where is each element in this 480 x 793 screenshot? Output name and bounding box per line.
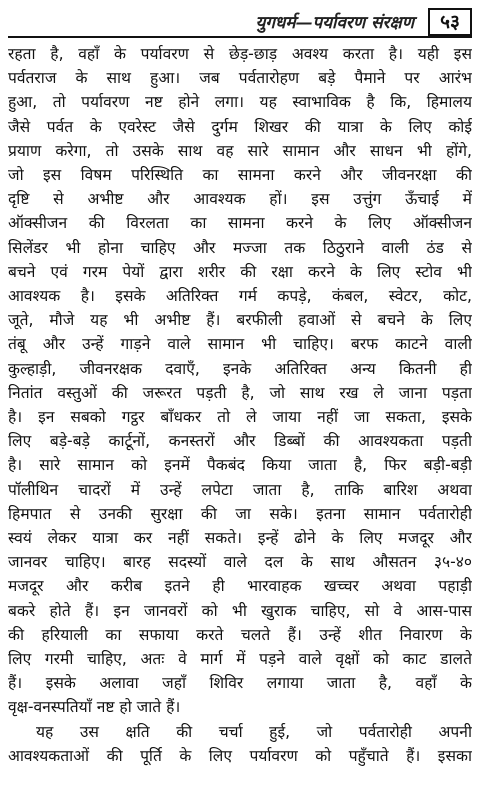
text-line: है। इन सबको गट्ठर बाँधकर तो ले जाया नहीं जा सकता, इसके: [8, 408, 472, 427]
text-line: जूते, मौजे यह भी अभीष्ट हैं। बरफीली हवाओं से बचने के लिए: [8, 311, 472, 330]
text-line: लिए बड़े-बड़े कार्टूनों, कनस्तरों और डिब्बों की आवश्यकता पड़ती: [8, 432, 472, 451]
text-line: स्वयं लेकर यात्रा कर नहीं सकते। इन्हें ढोने के लिए मजदूर और: [8, 529, 472, 548]
text-line: की हरियाली का सफाया करते चलते हैं। उन्हें शीत निवारण के: [8, 625, 472, 644]
text-line: जानवर चाहिए। बारह सदस्यों वाले दल के साथ औसतन ३५-४०: [8, 553, 472, 572]
text-line: जैसे पर्वत के एवरेस्ट जैसे दुर्गम शिखर की यात्रा के लिए कोई: [8, 117, 472, 136]
text-line: हुआ, तो पर्यावरण नष्ट होने लगा। यह स्वाभाविक है कि, हिमालय: [8, 93, 472, 112]
text-line: नितांत वस्तुओं की जरूरत पड़ती है, जो साथ रख ले जाना पड़ता: [8, 383, 472, 402]
text-line: प्रयाण करेगा, तो उसके साथ वह सारे सामान और साधन भी होंगे,: [8, 141, 472, 160]
text-line: बकरे होते हैं। इन जानवरों को भी खुराक चाहिए, सो वे आस-पास: [8, 601, 472, 620]
running-title: युगधर्म—पर्यावरण संरक्षण: [255, 13, 414, 33]
text-line: मजदूर और करीब इतने ही भारवाहक खच्चर अथवा पहाड़ी: [8, 577, 472, 596]
text-line: रहता है, वहाँ के पर्यावरण से छेड़-छाड़ अवश्य करता है। यही इस: [8, 45, 472, 63]
text-line: यह उस क्षति की चर्चा हुई, जो पर्वतारोही अपनी: [36, 722, 472, 741]
page-number: ५३: [428, 8, 472, 36]
header-rule: [8, 36, 472, 38]
text-line: दृष्टि से अभीष्ट और आवश्यक हों। इस उत्तुंग ऊँचाई में: [8, 190, 472, 209]
text-line: हिमपात से उनकी सुरक्षा की जा सके। इतना सामान पर्वतारोही: [8, 504, 472, 523]
text-line: हैं। इसके अलावा जहाँ शिविर लगाया जाता है, वहाँ के: [8, 674, 472, 693]
paragraph-2: [8, 720, 472, 768]
text-line: पर्वतराज के साथ हुआ। जब पर्वतारोहण बड़े पैमाने पर आरंभ: [8, 69, 472, 88]
text-line: पॉलीथिन चादरों में उन्हें लपेटा जाता है, ताकि बारिश अथवा: [8, 480, 472, 499]
page-header: [8, 8, 472, 38]
text-line: ऑक्सीजन की विरलता का सामना करने के लिए ऑक्सीजन: [8, 214, 472, 233]
text-line: कुल्हाड़ी, जीवनरक्षक दवाएँ, इनके अतिरिक्त अन्य कितनी ही: [8, 359, 472, 378]
paragraph-1: [8, 42, 472, 720]
text-line: आवश्यक है। इसके अतिरिक्त गर्म कपड़े, कंबल, स्वेटर, कोट,: [8, 287, 472, 306]
text-line: वृक्ष-वनस्पतियाँ नष्ट हो जाते हैं।: [8, 698, 181, 717]
text-line: आवश्यकताओं की पूर्ति के लिए पर्यावरण को पहुँचाते हैं। इसका: [8, 746, 472, 765]
text-line: तंबू और उन्हें गाड़ने वाले सामान भी चाहिए। बरफ काटने वाली: [8, 335, 472, 354]
text-line: है। सारे सामान को इनमें पैकबंद किया जाता है, फिर बड़ी-बड़ी: [8, 456, 472, 475]
text-line: बचने एवं गरम पेयों द्वारा शरीर की रक्षा करने के लिए स्टोव भी: [8, 262, 472, 281]
text-line: सिलेंडर भी होना चाहिए और मज्जा तक ठिठुराने वाली ठंड से: [8, 238, 472, 257]
page-body: [8, 42, 472, 768]
text-line: लिए गरमी चाहिए, अतः वे मार्ग में पड़ने वाले वृक्षों को काट डालते: [8, 650, 472, 669]
text-line: जो इस विषम परिस्थिति का सामना करने और जीवनरक्षा की: [8, 166, 472, 185]
